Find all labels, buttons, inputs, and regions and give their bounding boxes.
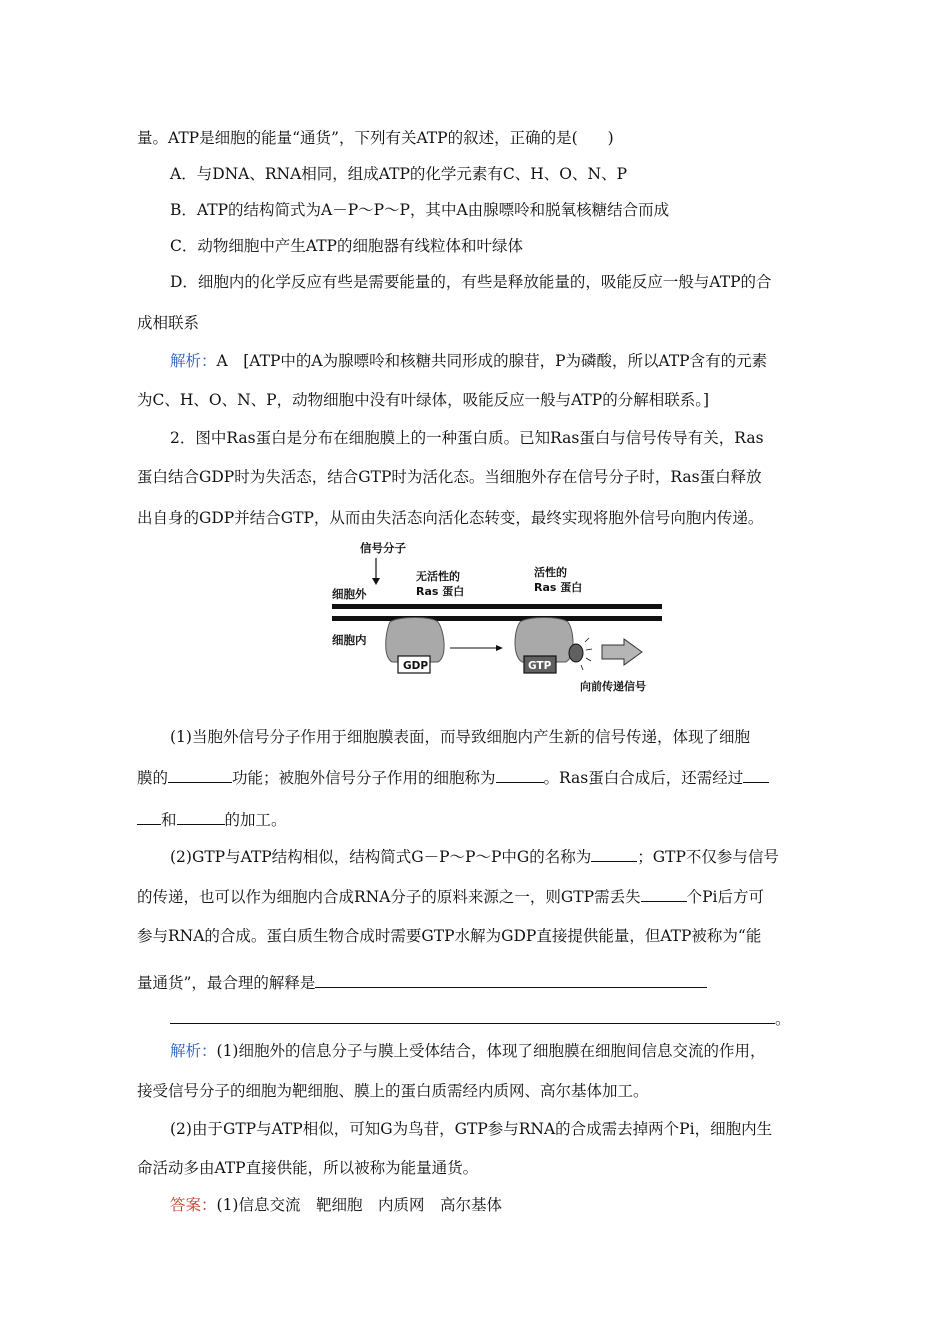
q2-stem-line3: 出自身的GDP并结合GTP，从而由失活态向活化态转变，最终实现将胞外信号向胞内传递。	[137, 509, 764, 527]
blank-organelle-1-start[interactable]	[743, 767, 769, 783]
label-inside: 细胞内	[332, 633, 367, 647]
sub1-text-a: 膜的	[137, 769, 169, 787]
option-d-line2: 成相联系	[137, 314, 200, 332]
q2-analysis-line1	[170, 1041, 765, 1061]
gtp-label: GTP	[528, 660, 552, 672]
q2-analysis-text1: (1)细胞外的信息分子与膜上受体结合，体现了细胞膜在细胞间信息交流的作用，	[216, 1042, 766, 1060]
sub2-text-b: ；GTP不仅参与信号	[637, 848, 779, 866]
sub1-text-d: 和	[161, 811, 177, 829]
effector-molecule	[569, 644, 583, 662]
membrane-outer	[332, 604, 662, 609]
sub2-line5	[170, 1008, 791, 1029]
label-transmit: 向前传递信号	[580, 680, 646, 693]
signal-forward-arrow	[602, 639, 642, 665]
option-b: B．ATP的结构简式为A－P～P～P，其中A由腺嘌呤和脱氧核糖结合而成	[170, 201, 670, 219]
answer-line	[170, 1195, 502, 1215]
label-active-1: 活性的	[534, 566, 567, 579]
q1-stem-text: 量。ATP是细胞的能量“通货”，下列有关ATP的叙述，正确的是(	[137, 129, 578, 147]
label-inactive-2: Ras 蛋白	[416, 585, 465, 598]
sub2-end-mark: 。	[775, 1010, 791, 1028]
blank-membrane-function[interactable]	[168, 767, 232, 783]
ras-protein-active	[515, 618, 573, 663]
ras-protein-inactive	[386, 618, 444, 663]
label-inactive-1: 无活性的	[416, 570, 460, 583]
q2-analysis-label: 解析：	[170, 1042, 217, 1060]
sub1-line2	[137, 767, 769, 788]
sub2-text-e: 量通货”，最合理的解释是	[137, 974, 316, 992]
q1-analysis-line1	[170, 351, 767, 371]
answer-label: 答案：	[170, 1196, 217, 1214]
q2-analysis-line2: 接受信号分子的细胞为靶细胞、膜上的蛋白质需经内质网、高尔基体加工。	[137, 1082, 649, 1100]
sub1-line3	[137, 809, 287, 830]
blank-pi-count[interactable]	[641, 886, 687, 902]
q2-analysis-line3: (2)由于GTP与ATP相似，可知G为鸟苷，GTP参与RNA的合成需去掉两个Pi，细胞内生	[170, 1120, 773, 1138]
sub2-text-c: 的传递，也可以作为细胞内合成RNA分子的原料来源之一，则GTP需丢失	[137, 888, 641, 906]
option-d-line1: D．细胞内的化学反应有些是需要能量的，有些是释放能量的，吸能反应一般与ATP的合	[170, 273, 772, 291]
blank-organelle-1-end[interactable]	[137, 809, 161, 825]
sub1-text-e: 的加工。	[224, 811, 287, 829]
label-outside: 细胞外	[332, 587, 367, 601]
blank-target-cell[interactable]	[496, 767, 544, 783]
ras-protein-diagram	[328, 538, 668, 696]
sub1-text-c: 。Ras蛋白合成后，还需经过	[543, 769, 744, 787]
transition-arrow-head	[496, 645, 503, 651]
sub2-text-d: 个Pi后方可	[686, 888, 764, 906]
gdp-label: GDP	[403, 660, 429, 672]
blank-explanation-2[interactable]	[170, 1008, 775, 1024]
q1-analysis-line2: 为C、H、O、N、P，动物细胞中没有叶绿体，吸能反应一般与ATP的分解相联系。]	[137, 391, 709, 409]
sub2-line4	[137, 972, 707, 993]
answer-text: (1)信息交流 靶细胞 内质网 高尔基体	[216, 1196, 502, 1214]
q2-analysis-line4: 命活动多由ATP直接供能，所以被称为能量通货。	[137, 1159, 479, 1177]
analysis-label: 解析：	[170, 352, 217, 370]
q2-stem-line2: 蛋白结合GDP时为失活态，结合GTP时为活化态。当细胞外存在信号分子时，Ras蛋白释放	[137, 468, 762, 486]
blank-explanation-1[interactable]	[315, 972, 707, 988]
membrane-inner	[332, 616, 662, 621]
q1-analysis-text1: A [ATP中的A为腺嘌呤和核糖共同形成的腺苷，P为磷酸，所以ATP含有的元素	[216, 352, 768, 370]
sub2-line2	[137, 886, 764, 907]
signal-arrow-head	[372, 578, 380, 585]
blank-organelle-2[interactable]	[177, 809, 225, 825]
sub2-line3: 参与RNA的合成。蛋白质生物合成时需要GTP水解为GDP直接提供能量，但ATP被称为“能	[137, 927, 762, 945]
sub1-text-b: 功能；被胞外信号分子作用的细胞称为	[232, 769, 496, 787]
q2-stem-line1: 2．图中Ras蛋白是分布在细胞膜上的一种蛋白质。已知Ras蛋白与信号传导有关，Ras	[170, 429, 764, 447]
option-c: C．动物细胞中产生ATP的细胞器有线粒体和叶绿体	[170, 237, 523, 255]
sub1-line1: (1)当胞外信号分子作用于细胞膜表面，而导致细胞内产生新的信号传递，体现了细胞	[170, 728, 750, 746]
sub2-text-a: (2)GTP与ATP结构相似，结构简式G－P～P～P中G的名称为	[170, 848, 592, 866]
sub2-line1	[170, 846, 779, 867]
q1-stem-close: )	[607, 129, 614, 147]
blank-g-name[interactable]	[591, 846, 637, 862]
q1-stem	[137, 128, 614, 148]
option-a: A．与DNA、RNA相同，组成ATP的化学元素有C、H、O、N、P	[170, 165, 627, 183]
label-signal-molecule: 信号分子	[360, 541, 406, 555]
label-active-2: Ras 蛋白	[534, 581, 583, 594]
